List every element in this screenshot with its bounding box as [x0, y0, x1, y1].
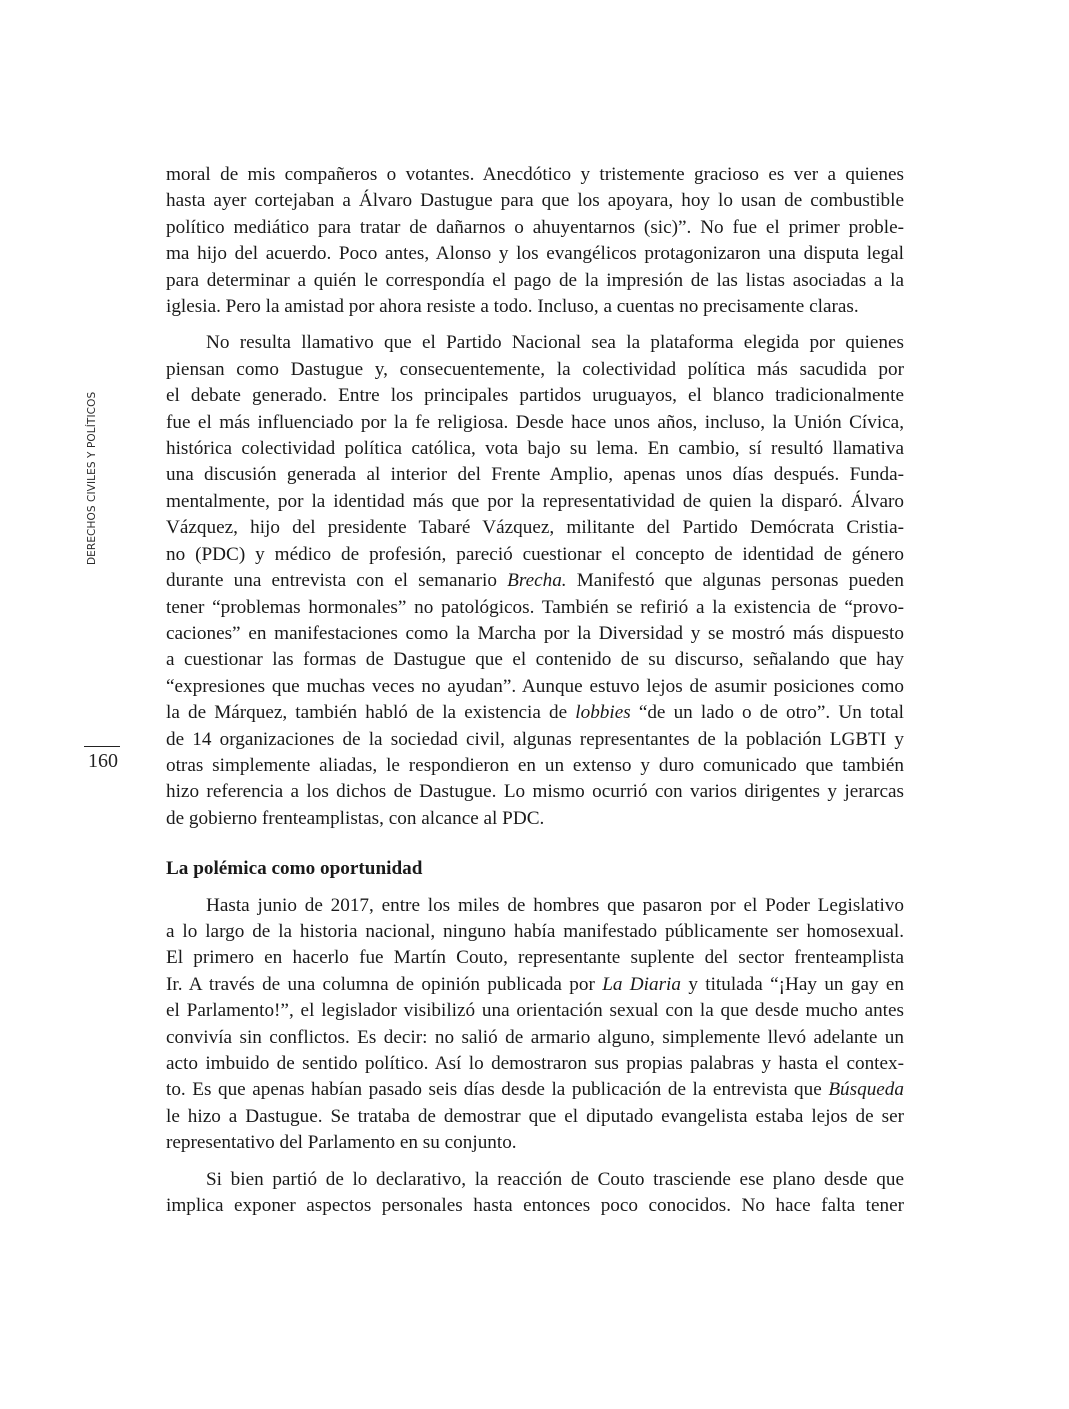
paragraph — [166, 162, 904, 320]
text-line: piensan como Dastugue y, consecuentemente, la colectividad política más sacudida por — [166, 358, 904, 380]
text-line: iglesia. Pero la amistad por ahora resiste a todo. Incluso, a cuentas no precisamente claras. — [166, 296, 859, 318]
text-line: hizo referencia a los dichos de Dastugue. Lo mismo ocurrió con varios dirigentes y jerarcas — [166, 781, 904, 803]
text-line: implica exponer aspectos personales hasta entonces poco conocidos. No hace falta tener — [166, 1195, 904, 1217]
text-line: Vázquez, hijo del presidente Tabaré Vázquez, militante del Partido Demócrata Cristia- — [166, 517, 904, 539]
text-line: No resulta llamativo que el Partido Nacional sea la plataforma elegida por quienes — [206, 332, 904, 354]
italic-title: Búsqueda — [828, 1079, 904, 1101]
italic-title: lobbies — [575, 702, 631, 724]
section-heading: La polémica como oportunidad — [166, 858, 423, 880]
text-line: representativo del Parlamento en su conjunto. — [166, 1132, 517, 1154]
text-line: Hasta junio de 2017, entre los miles de hombres que pasaron por el Poder Legislativo — [206, 894, 904, 916]
text-line: tener “problemas hormonales” no patológicos. También se refirió a la existencia de “provo- — [166, 596, 904, 618]
text-line: una discusión generada al interior del Frente Amplio, apenas unos días después. Funda- — [166, 464, 904, 486]
body-text — [166, 162, 904, 1219]
text-line: to. Es que apenas habían pasado seis días desde la publicación de la entrevista que Búsqueda — [166, 1079, 904, 1101]
text-line: político mediático para tratar de dañarnos o ahuyentarnos (sic)”. No fue el primer proble- — [166, 216, 904, 238]
text-line: “expresiones que muchas veces no ayudan”. Aunque estuvo lejos de asumir posiciones como — [166, 675, 904, 697]
text-line: fue el más influenciado por la fe religiosa. Desde hace unos años, incluso, la Unión Cívica, — [166, 411, 904, 433]
italic-title: Brecha. — [507, 570, 567, 592]
text-line: la de Márquez, también habló de la existencia de lobbies “de un lado o de otro”. Un total — [166, 702, 905, 724]
text-line: a lo largo de la historia nacional, ninguno había manifestado públicamente ser homosexual. — [166, 920, 904, 942]
text-line: Ir. A través de una columna de opinión publicada por La Diaria y titulada “¡Hay un gay en — [166, 973, 904, 995]
text-line: histórica colectividad política católica, vota bajo su lema. En cambio, sí resultó llamativa — [166, 438, 904, 460]
paragraph — [166, 1167, 904, 1220]
text-line: para determinar a quién le correspondía el pago de la impresión de las listas asociadas a la — [166, 269, 904, 291]
text-line: moral de mis compañeros o votantes. Anecdótico y tristemente gracioso es ver a quienes — [166, 164, 904, 185]
text-line: convivía sin conflictos. Es decir: no salió de armario alguno, simplemente llevó adelante un — [166, 1026, 904, 1048]
paragraph — [166, 330, 904, 832]
text-line: a cuestionar las formas de Dastugue que el contenido de su discurso, señalando que hay — [166, 649, 904, 671]
page-number: 160 — [88, 750, 118, 772]
folio-rule — [84, 746, 120, 747]
text-line: ma hijo del acuerdo. Poco antes, Alonso y los evangélicos protagonizaron una disputa legal — [166, 243, 904, 265]
text-line: de gobierno frenteamplistas, con alcance al PDC. — [166, 807, 545, 829]
text-line: caciones” en manifestaciones como la Marcha por la Diversidad y se mostró más dispuesto — [166, 622, 904, 644]
text-line: otras simplemente aliadas, le respondieron en un extenso y duro comunicado que también — [166, 754, 904, 776]
text-line: El primero en hacerlo fue Martín Couto, representante suplente del sector frenteamplista — [166, 947, 904, 969]
italic-title: La Diaria — [602, 973, 681, 995]
text-line: el debate generado. Entre los principales partidos uruguayos, el blanco tradicionalmente — [166, 385, 904, 407]
text-line: durante una entrevista con el semanario Brecha. Manifestó que algunas personas pueden — [166, 570, 904, 592]
text-line: no (PDC) y médico de profesión, pareció cuestionar el concepto de identidad de género — [166, 543, 904, 565]
text-line: Si bien partió de lo declarativo, la reacción de Couto trasciende ese plano desde que — [206, 1168, 904, 1190]
text-line: hasta ayer cortejaban a Álvaro Dastugue para que los apoyara, hoy lo usan de combustible — [166, 190, 904, 212]
running-head: DERECHOS CIVILES Y POLÍTICOS — [86, 391, 98, 565]
text-line: el Parlamento!”, el legislador visibilizó una orientación sexual con la que desde mucho antes — [166, 1000, 904, 1022]
text-line: mentalmente, por la identidad más que por la representatividad de quien la disparó. Álvaro — [166, 490, 904, 512]
text-line: acto imbuido de sentido político. Así lo demostraron sus propias palabras y hasta el contex- — [166, 1053, 904, 1074]
text-line: le hizo a Dastugue. Se trataba de demostrar que el diputado evangelista estaba lejos de ser — [166, 1105, 904, 1127]
text-line: de 14 organizaciones de la sociedad civil, algunas representantes de la población LGBTI y — [166, 728, 904, 750]
paragraph — [166, 893, 904, 1157]
